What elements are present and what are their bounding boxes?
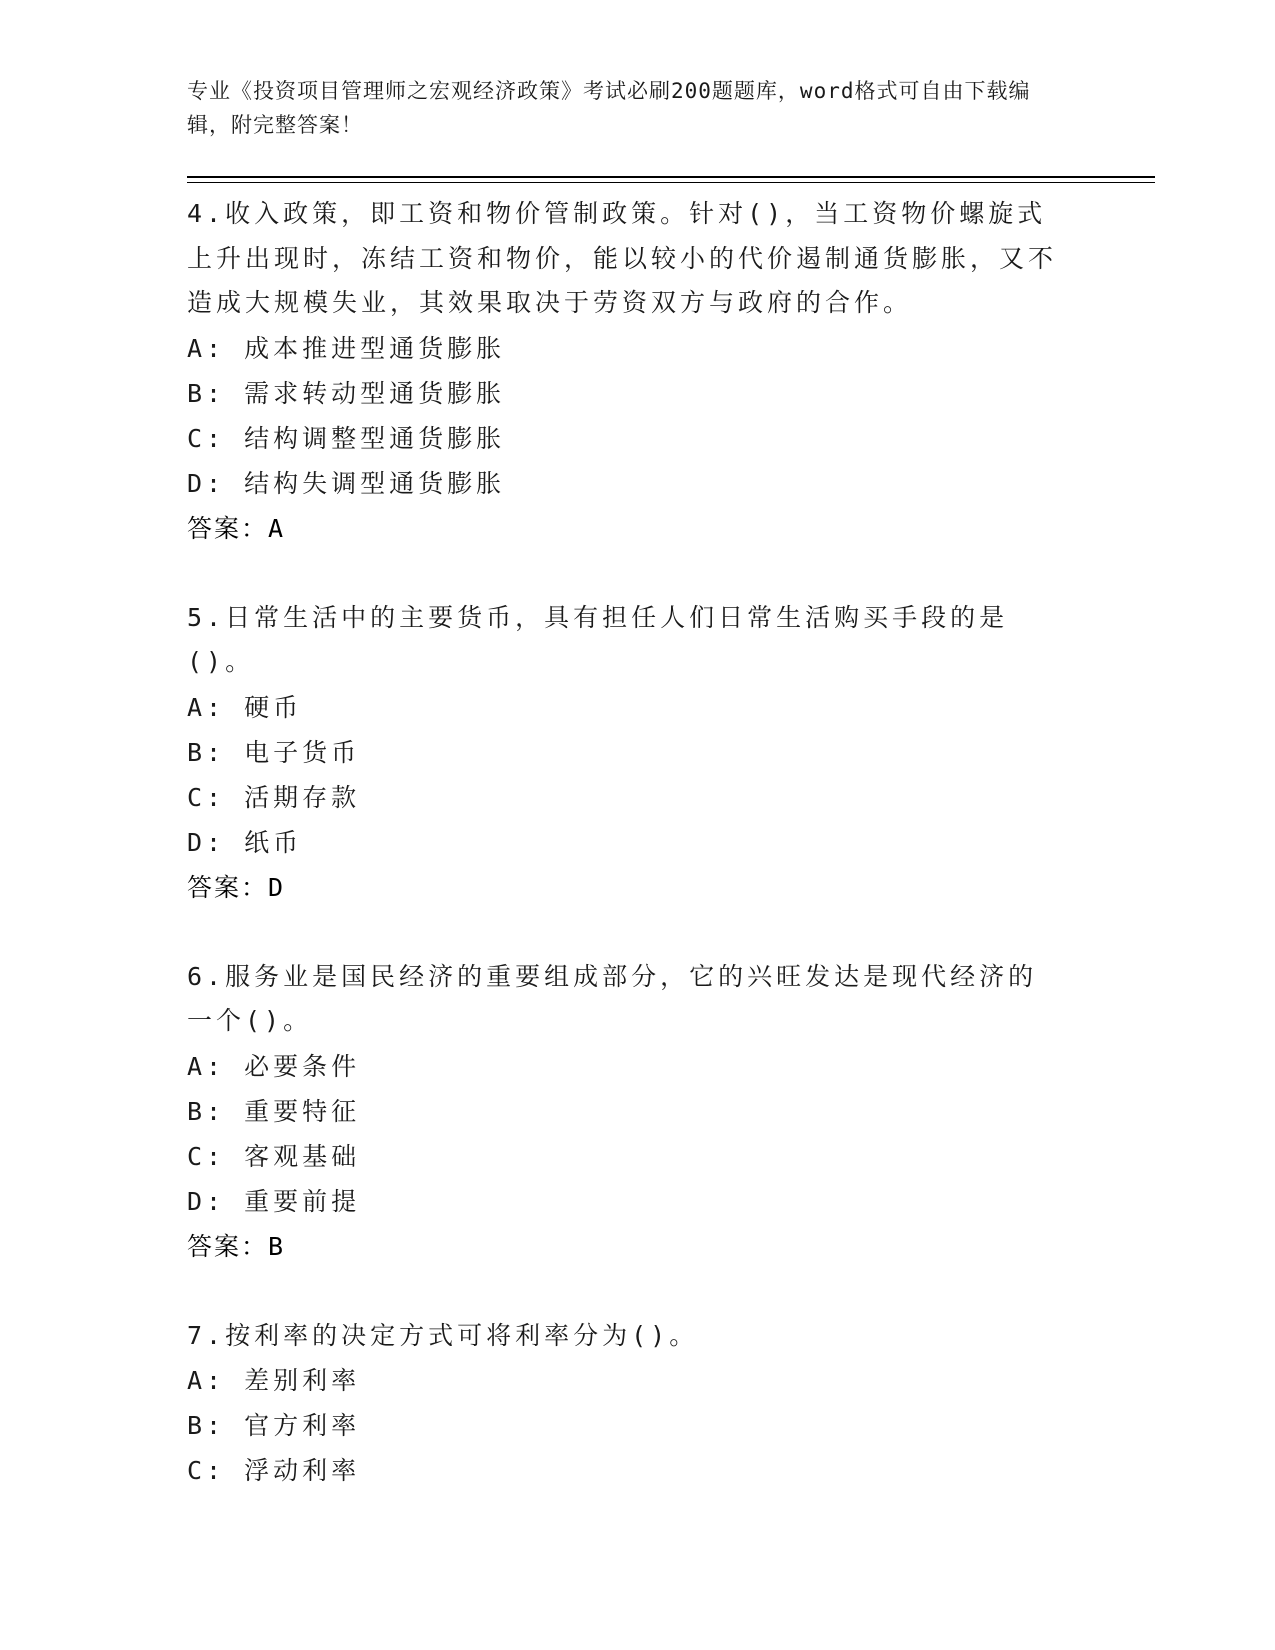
question-4 — [187, 192, 1057, 552]
question-stem: 7.按利率的决定方式可将利率分为()。 — [187, 1320, 699, 1350]
option-b: B: 官方利率 — [187, 1411, 361, 1440]
option-b: B: 重要特征 — [187, 1096, 361, 1126]
answer-line: 答案：D — [187, 872, 286, 902]
question-6 — [187, 955, 1057, 1270]
question-stem: 6.服务业是国民经济的重要组成部分，它的兴旺发达是现代经济的一个()。 — [187, 961, 1038, 1035]
option-c: C: 结构调整型通货膨胀 — [187, 423, 506, 453]
option-c: C: 客观基础 — [187, 1141, 361, 1171]
answer-line: 答案：A — [187, 513, 286, 543]
option-d: D: 重要前提 — [187, 1186, 361, 1216]
question-7 — [187, 1314, 1057, 1494]
header-divider-thick — [187, 176, 1155, 178]
question-stem: 5.日常生活中的主要货币，具有担任人们日常生活购买手段的是()。 — [187, 602, 1009, 676]
answer-line: 答案：B — [187, 1231, 286, 1261]
document-header: 专业《投资项目管理师之宏观经济政策》考试必刷200题题库，word格式可自由下载编辑，附完整答案！ — [187, 79, 1031, 137]
option-b: B: 需求转动型通货膨胀 — [187, 378, 506, 408]
header-divider-thin — [187, 182, 1155, 183]
question-5 — [187, 596, 1057, 911]
option-c: C: 活期存款 — [187, 782, 361, 812]
option-a: A: 硬币 — [187, 692, 303, 722]
option-b: B: 电子货币 — [187, 737, 361, 767]
option-c: C: 浮动利率 — [187, 1456, 361, 1485]
question-list — [187, 192, 1057, 1493]
option-d: D: 纸币 — [187, 827, 303, 857]
option-a: A: 差别利率 — [187, 1366, 361, 1395]
option-a: A: 成本推进型通货膨胀 — [187, 333, 506, 363]
question-stem: 4.收入政策，即工资和物价管制政策。针对()，当工资物价螺旋式上升出现时，冻结工资和物价，能以较小的代价遏制通货膨胀，又不造成大规模失业，其效果取决于劳资双方与政府的合作。 — [187, 199, 1058, 317]
option-a: A: 必要条件 — [187, 1051, 361, 1081]
option-d: D: 结构失调型通货膨胀 — [187, 468, 506, 498]
